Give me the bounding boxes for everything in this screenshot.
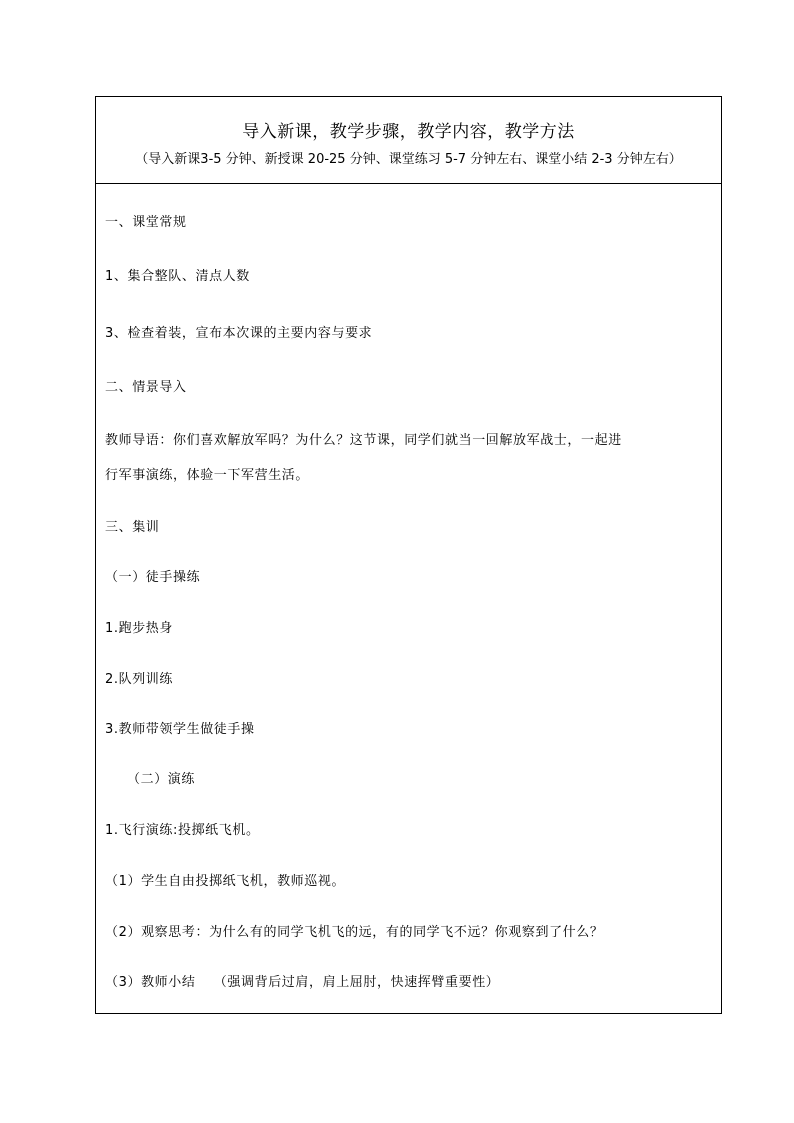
section-heading-training: 三、集训 (105, 520, 160, 535)
lesson-plan-table (95, 96, 722, 1014)
subsection-heading: （一）徒手操练 (105, 570, 201, 585)
list-item: （3）教师小结 （强调背后过肩，肩上屈肘，快速挥臂重要性） (105, 975, 500, 990)
list-item: 3、检查着装，宣布本次课的主要内容与要求 (105, 326, 373, 341)
section-heading-intro: 二、情景导入 (105, 380, 187, 395)
list-item: 2.队列训练 (105, 672, 174, 687)
table-header-cell (96, 97, 721, 184)
time-allocation-note: （导入新课3-5 分钟、新授课 20-25 分钟、课堂练习 5-7 分钟左右、课堂小结 2-3 分钟左右） (135, 152, 682, 167)
list-item: 1.跑步热身 (105, 621, 174, 636)
list-item: 3.教师带领学生做徒手操 (105, 722, 255, 737)
list-item: 1.飞行演练:投掷纸飞机。 (105, 823, 260, 838)
subsection-heading: （二）演练 (127, 772, 196, 787)
list-item: （2）观察思考：为什么有的同学飞机飞的远，有的同学飞不远？你观察到了什么？ (105, 925, 604, 940)
list-item: （1）学生自由投掷纸飞机，教师巡视。 (105, 874, 346, 889)
paragraph-line: 教师导语：你们喜欢解放军吗？为什么？这节课，同学们就当一回解放军战士，一起进 (105, 433, 622, 448)
section-heading-routine: 一、课堂常规 (105, 215, 187, 230)
paragraph-line: 行军事演练，体验一下军营生活。 (105, 468, 310, 483)
list-item: 1、集合整队、清点人数 (105, 269, 250, 284)
page-title: 导入新课，教学步骤，教学内容，教学方法 (242, 122, 575, 142)
